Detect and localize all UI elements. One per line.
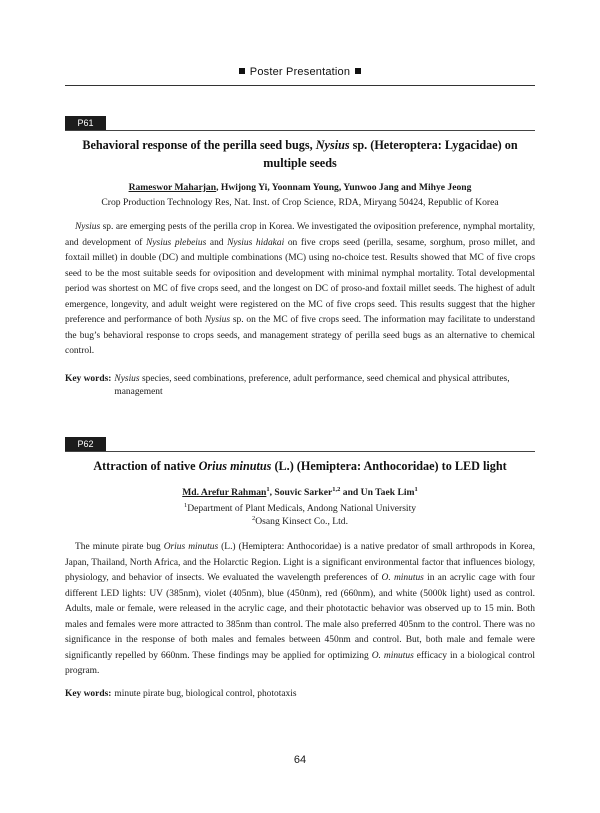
keywords-text: minute pirate bug, biological control, phototaxis <box>114 689 297 699</box>
page-number: 64 <box>293 754 307 766</box>
section-rule <box>65 451 535 452</box>
abstract-body: Nysius sp. are emerging pests of the perilla crop in Korea. We investigated the oviposition preference, nymphal mortality, and development of Nysius plebeius and Nysius hidakai on five crops seed (perilla, sesame, sorghum, proso millet, and foxtail millet) in double (DC) and multiple combinations (MC) using no-choice test. Results showed that MC of five crops seed to be the most suitable seeds for oviposition and development with minimal nymphal mortality. Total developmental period was shortest on MC of five crops seed, and the longest on DC of proso-and foxtail millet seeds. The highest of adult emergence, longevity, and adult weight were registered on the MC of five crops seed. This results suggest that the higher preference and performance of both Nysius sp. on the MC of five crops seed. The information may facilitate to understand the bug’s behavioral response to crops seeds, and management strategy of perilla seed bugs as an alternative to chemical control. <box>65 222 535 356</box>
abstract-body: The minute pirate bug Orius minutus (L.) (Hemiptera: Anthocoridae) is a native predator of small arthropods in Korea, Japan, Thailand, North Africa, and the Holarctic Region. Light is a significant environmental factor that influences biology, physiology, and behavior of insects. We evaluated the wavelength preferences of O. minutus in an acrylic cage with four different LED lights: UV (385nm), violet (405nm), blue (450nm), red (660nm), and white (5000k light) used as control. Adults, male or female, were released in the acrylic cage, and their phototactic behavior was observed up to 15 min. Both males and females were more attracted to 385nm than control. The male also preferred 405nm to the control. There was no significance in the response of both males and females between 450nm and control. But, both male and female were significantly repelled by 660nm. These findings may be applied for optimizing O. minutus efficacy in a biological control program. <box>65 542 535 676</box>
abstract-title: Attraction of native Orius minutus (L.) (Hemiptera: Anthocoridae) to LED light <box>93 459 507 473</box>
abstract-id-badge: P61 <box>65 116 106 130</box>
header-title: Poster Presentation <box>249 66 351 78</box>
keywords-label: Key words: <box>65 374 112 384</box>
presenting-author: Md. Arefur Rahman <box>182 487 267 498</box>
keywords-text: Nysius species, seed combinations, preference, adult performance, seed chemical and physical attributes, management <box>114 374 510 397</box>
abstract-id-badge: P62 <box>65 437 106 451</box>
author-list: Md. Arefur Rahman$^1$, Souvic Sarker$^{1,2}$ and Un Taek Lim$^1$ <box>182 486 418 498</box>
section-rule <box>65 130 535 131</box>
affiliation: $^2$Osang Kinsect Co., Ltd. <box>252 515 348 527</box>
author-list: Rameswor Maharjan, Hwijong Yi, Yoonnam Young, Yunwoo Jang and Mihye Jeong <box>128 182 472 193</box>
header-rule <box>65 85 535 86</box>
square-bullet-icon <box>239 68 245 74</box>
square-bullet-icon <box>355 68 361 74</box>
keywords <box>65 373 535 399</box>
affiliation: $^1$Department of Plant Medicals, Andong National University <box>183 502 417 514</box>
affiliation: Crop Production Technology Res, Nat. Inst. of Crop Science, RDA, Miryang 50424, Republic of Korea <box>101 197 499 208</box>
keywords-label: Key words: <box>65 689 112 699</box>
keywords <box>65 688 535 701</box>
running-header <box>65 66 535 78</box>
presenting-author: Rameswor Maharjan <box>128 182 217 193</box>
abstract-title: Behavioral response of the perilla seed bugs, Nysius sp. (Heteroptera: Lygacidae) on multiple seeds <box>82 138 518 170</box>
